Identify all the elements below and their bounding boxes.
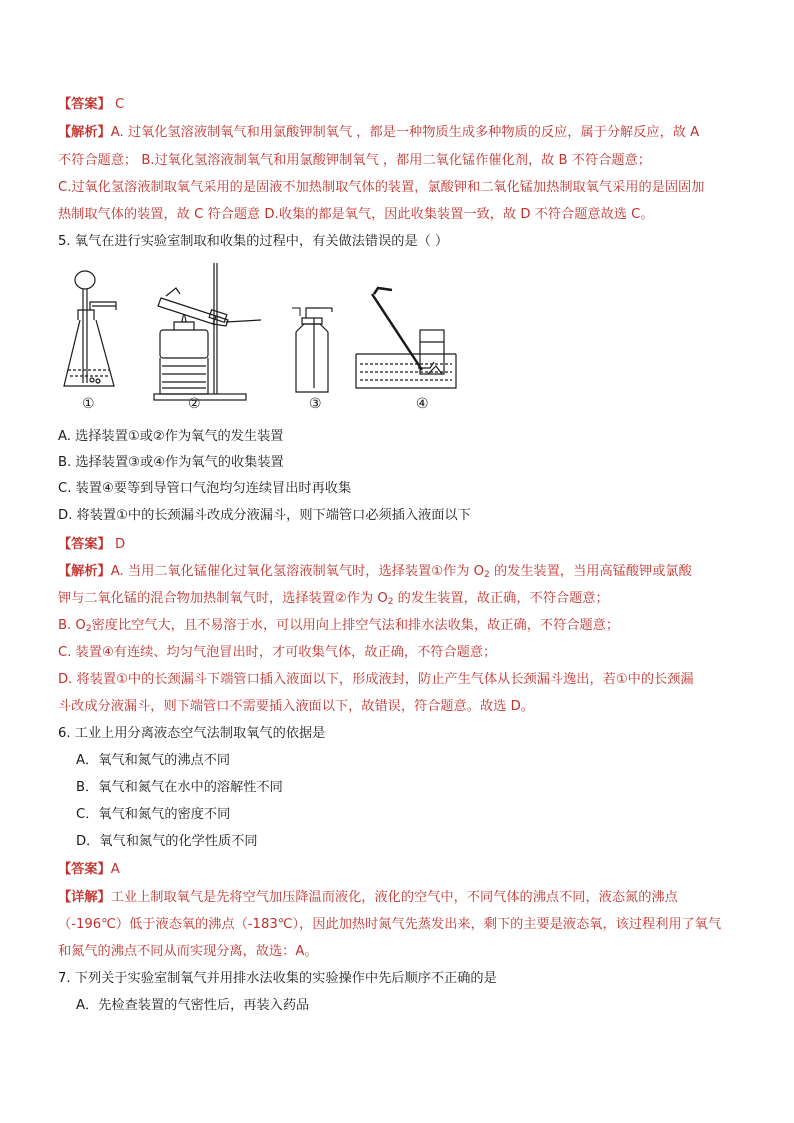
q5-stem: 5. 氧气在进行实验室制取和收集的过程中，有关做法错误的是（ ） (58, 234, 449, 249)
analysis-text: B. O (58, 618, 86, 633)
answer-value: A (110, 862, 120, 877)
q6-detail-line-1 (58, 888, 748, 908)
gas-bottle-apparatus (292, 308, 332, 392)
figure-label-2: ② (188, 396, 201, 412)
q5-analysis-line-3 (58, 616, 748, 636)
answer-label: 【答案】 (58, 862, 111, 877)
q5-option-c: C. 装置④要等到导管口气泡均匀连续冒出时再收集 (58, 481, 352, 496)
analysis-text: A. 当用二氧化锰催化过氧化氢溶液制氧气时，选择装置①作为 O (110, 564, 485, 579)
answer-label: 【答案】 (58, 537, 111, 552)
q6-option-a: A．氧气和氮气的沸点不同 (76, 753, 231, 768)
apparatus-drawing (56, 258, 476, 418)
analysis-text: 的发生装置，当用高锰酸钾或氯酸 (489, 564, 692, 579)
q5-option-b: B. 选择装置③或④作为氧气的收集装置 (58, 455, 284, 470)
q6-option-d: D．氧气和氮气的化学性质不同 (76, 834, 258, 849)
q7-stem: 7. 下列关于实验室制氧气并用排水法收集的实验操作中先后顺序不正确的是 (58, 971, 497, 986)
analysis-text: A. 过氧化氢溶液制氧气和用氯酸钾制氧气 ，都是一种物质生成多种物质的反应，属于分解反应，故 A (110, 125, 700, 140)
subscript: 2 (484, 570, 490, 580)
q5-analysis-line-6: 斗改成分液漏斗，则下端管口不需要插入液面以下，故错误，符合题意。故选 D。 (58, 699, 534, 714)
q6-stem: 6. 工业上用分离液态空气法制取氧气的依据是 (58, 726, 326, 741)
subscript: 2 (85, 624, 92, 634)
q5-analysis-line-2 (58, 589, 748, 609)
q6-detail-line-2: （-196℃）低于液态氧的沸点（-183℃），因此加热时氮气先蒸发出来，剩下的主要是液态氧，该过程利用了氧气 (58, 917, 722, 932)
analysis-text: 钾与二氧化锰的混合物加热制氧气时，选择装置②作为 O (58, 591, 388, 606)
detail-label: 【详解】 (58, 890, 111, 905)
water-trough-apparatus (356, 288, 456, 388)
answer-value: C (114, 97, 125, 112)
subscript: 2 (387, 597, 394, 607)
q5-option-d: D. 将装置①中的长颈漏斗改成分液漏斗，则下端管口必须插入液面以下 (58, 508, 471, 523)
analysis-label: 【解析】 (58, 564, 111, 579)
q5-analysis-line-5: D. 将装置①中的长颈漏斗下端管口插入液面以下，形成液封，防止产生气体从长颈漏斗逸出，若①中的长颈漏 (58, 672, 694, 687)
figure-label-4: ④ (416, 396, 429, 412)
q4-analysis-line-3: C.过氧化氢溶液制取氧气采用的是固液不加热制取气体的装置，氯酸钾和二氧化锰加热制取氧气采用的是固固加 (58, 180, 705, 195)
apparatus-figure (56, 258, 476, 418)
q4-analysis-line-2: 不符合题意； B.过氧化氢溶液制氧气和用氯酸钾制氧气 ，都用二氧化锰作催化剂，故 B 不符合题意； (58, 153, 651, 168)
detail-text: 工业上制取氧气是先将空气加压降温而液化，液化的空气中，不同气体的沸点不同，液态氮的沸点 (110, 890, 678, 905)
q6-answer (58, 860, 748, 880)
answer-label: 【答案】 (58, 97, 111, 112)
analysis-text: 密度比空气大，且不易溶于水，可以用向上排空气法和排水法收集，故正确，不符合题意； (91, 618, 620, 633)
q7-option-a: A．先检查装置的气密性后，再装入药品 (76, 998, 310, 1013)
q5-analysis-line-1 (58, 562, 748, 582)
figure-label-1: ① (82, 396, 95, 412)
q5-answer (58, 535, 748, 555)
q4-analysis-line-1 (58, 123, 748, 143)
figure-label-3: ③ (309, 396, 322, 412)
q6-option-c: C．氧气和氮气的密度不同 (76, 807, 231, 822)
analysis-text: 的发生装置，故正确，不符合题意； (393, 591, 609, 606)
q6-detail-line-3: 和氮气的沸点不同从而实现分离，故选：A。 (58, 944, 318, 959)
q6-option-b: B．氧气和氮气在水中的溶解性不同 (76, 780, 283, 795)
q4-answer (58, 95, 748, 115)
q4-analysis-line-4: 热制取气体的装置，故 C 符合题意 D.收集的都是氧气，因此收集装置一致，故 D 不符合题意故选 C。 (58, 207, 654, 222)
q5-analysis-line-4: C. 装置④有连续、均匀气泡冒出时，才可收集气体，故正确，不符合题意； (58, 645, 497, 660)
conical-flask-apparatus (64, 271, 116, 386)
analysis-label: 【解析】 (58, 125, 111, 140)
heating-apparatus (154, 263, 261, 400)
answer-value: D (114, 537, 126, 552)
q5-option-a: A. 选择装置①或②作为氧气的发生装置 (58, 429, 284, 444)
